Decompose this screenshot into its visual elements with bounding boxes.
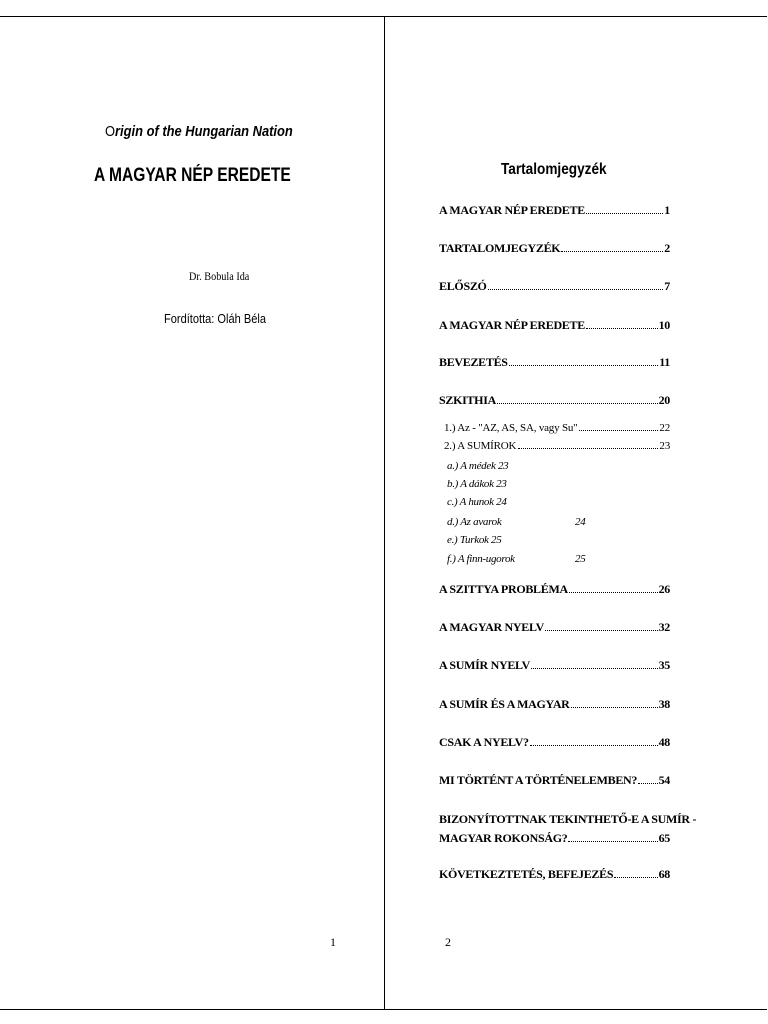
subtitle-text: rigin of the Hungarian Nation <box>114 123 293 140</box>
toc-entry[interactable] <box>439 773 670 788</box>
page-title-text: A MAGYAR NÉP EREDETE <box>93 165 291 186</box>
toc-entry-page: 48 <box>658 735 670 749</box>
toc-entry-label: SZKITHIA <box>439 393 496 407</box>
toc-entry-label: A SUMÍR ÉS A MAGYAR <box>439 697 570 711</box>
dot-leader <box>571 707 658 708</box>
dot-leader <box>530 745 658 746</box>
toc-entry-label: TARTALOMJEGYZÉK <box>439 241 561 255</box>
dot-leader <box>531 668 658 669</box>
toc-entry[interactable] <box>439 582 670 597</box>
toc-sub-entry-label: 2.) A SUMÍROK <box>444 440 517 452</box>
translator-text: Fordította: Oláh Béla <box>164 311 266 326</box>
subtitle-initial: O <box>104 123 115 140</box>
toc-entry-label: A MAGYAR NÉP EREDETE <box>439 203 585 217</box>
book-spread <box>0 16 767 1010</box>
dot-leader <box>614 877 657 878</box>
dot-leader <box>579 430 658 431</box>
toc-entry[interactable] <box>439 697 670 712</box>
toc-subsub-entry[interactable] <box>447 516 586 528</box>
toc-entry-page: 54 <box>658 773 670 787</box>
dot-leader <box>568 841 657 842</box>
dot-leader <box>569 592 658 593</box>
toc-subsub-label: a.) A médek 23 <box>447 460 509 472</box>
toc-entry-page: 38 <box>658 697 670 711</box>
toc-entry-page: 68 <box>658 867 670 881</box>
toc-entry-label: CSAK A NYELV? <box>439 735 529 749</box>
dot-leader <box>545 630 658 631</box>
dot-leader <box>488 289 664 290</box>
toc-entry-page: 1 <box>664 203 670 217</box>
right-page <box>385 17 767 1009</box>
toc-title <box>501 161 625 179</box>
toc-entry[interactable] <box>439 658 670 673</box>
toc-subsub-label: b.) A dákok 23 <box>447 478 507 490</box>
toc-entry[interactable] <box>439 620 670 635</box>
toc-subsub-label: c.) A hunok 24 <box>447 496 507 508</box>
toc-entry-label: MI TÖRTÉNT A TÖRTÉNELEMBEN? <box>439 773 638 787</box>
left-page <box>0 17 385 1009</box>
page-title <box>0 165 428 187</box>
toc-sub-entry[interactable] <box>444 440 670 452</box>
toc-subsub-page: 24 <box>575 516 586 528</box>
author-text: Dr. Bobula Ida <box>188 269 249 283</box>
toc-entry-label: A MAGYAR NÉP EREDETE <box>439 318 585 332</box>
toc-entry[interactable] <box>439 241 670 256</box>
toc-entry-label: ELŐSZÓ <box>439 279 487 293</box>
toc-sub-entry-label: 1.) Az - "AZ, AS, SA, vagy Su" <box>444 422 578 434</box>
toc-entry[interactable] <box>439 318 670 333</box>
toc-entry-label: A SUMÍR NYELV <box>439 658 531 672</box>
toc-subsub-label: d.) Az avarok <box>447 516 502 528</box>
toc-entry-label: A MAGYAR NYELV <box>439 620 544 634</box>
toc-subsub-label: f.) A finn-ugorok <box>447 553 515 565</box>
toc-subsub-entry[interactable] <box>447 496 507 508</box>
toc-sub-entry[interactable] <box>444 422 670 434</box>
toc-entry[interactable] <box>439 735 670 750</box>
toc-entry[interactable] <box>439 203 670 218</box>
toc-entry-page: 35 <box>658 658 670 672</box>
toc-entry-page: 20 <box>658 393 670 407</box>
toc-entry-page: 32 <box>658 620 670 634</box>
toc-sub-entry-page: 22 <box>659 422 670 434</box>
dot-leader <box>561 251 663 252</box>
toc-sub-entry-page: 23 <box>659 440 670 452</box>
dot-leader <box>638 783 657 784</box>
dot-leader <box>586 328 658 329</box>
toc-entry-page: 2 <box>664 241 670 255</box>
toc-subsub-label: e.) Turkok 25 <box>447 534 502 546</box>
toc-title-text: Tartalomjegyzék <box>501 161 607 178</box>
dot-leader <box>509 365 659 366</box>
toc-entry[interactable] <box>439 279 670 294</box>
toc-entry[interactable] <box>439 393 670 408</box>
dot-leader <box>497 403 658 404</box>
dot-leader <box>586 213 663 214</box>
toc-entry-page: 65 <box>658 831 670 845</box>
toc-subsub-entry[interactable] <box>447 460 508 472</box>
page-number-left: 1 <box>330 935 336 949</box>
toc-entry[interactable] <box>439 355 670 370</box>
toc-entry-label: A SZITTYA PROBLÉMA <box>439 582 568 596</box>
toc-subsub-entry[interactable] <box>447 553 586 565</box>
toc-entry-label-line2: MAGYAR ROKONSÁG? <box>439 831 568 845</box>
toc-subsub-page: 25 <box>575 553 586 565</box>
page-number-right: 2 <box>445 935 451 949</box>
toc-entry-page: 26 <box>658 582 670 596</box>
toc-entry-page: 7 <box>664 279 670 293</box>
subtitle <box>0 123 428 140</box>
toc-entry-page: 10 <box>658 318 670 332</box>
translator <box>0 311 448 326</box>
author <box>0 269 448 284</box>
toc-subsub-entry[interactable] <box>447 534 501 546</box>
toc-entry-page: 11 <box>659 355 670 369</box>
toc-entry[interactable] <box>439 867 670 882</box>
toc-entry-label: KÖVETKEZTETÉS, BEFEJEZÉS <box>439 867 614 881</box>
toc-entry-multiline[interactable] <box>439 812 697 846</box>
dot-leader <box>518 448 658 449</box>
toc-entry-line2 <box>439 831 670 846</box>
toc-entry-label-line1: BIZONYÍTOTTNAK TEKINTHETŐ-E A SUMÍR - <box>439 812 697 826</box>
toc-entry-label: BEVEZETÉS <box>439 355 508 369</box>
toc-subsub-entry[interactable] <box>447 478 507 490</box>
